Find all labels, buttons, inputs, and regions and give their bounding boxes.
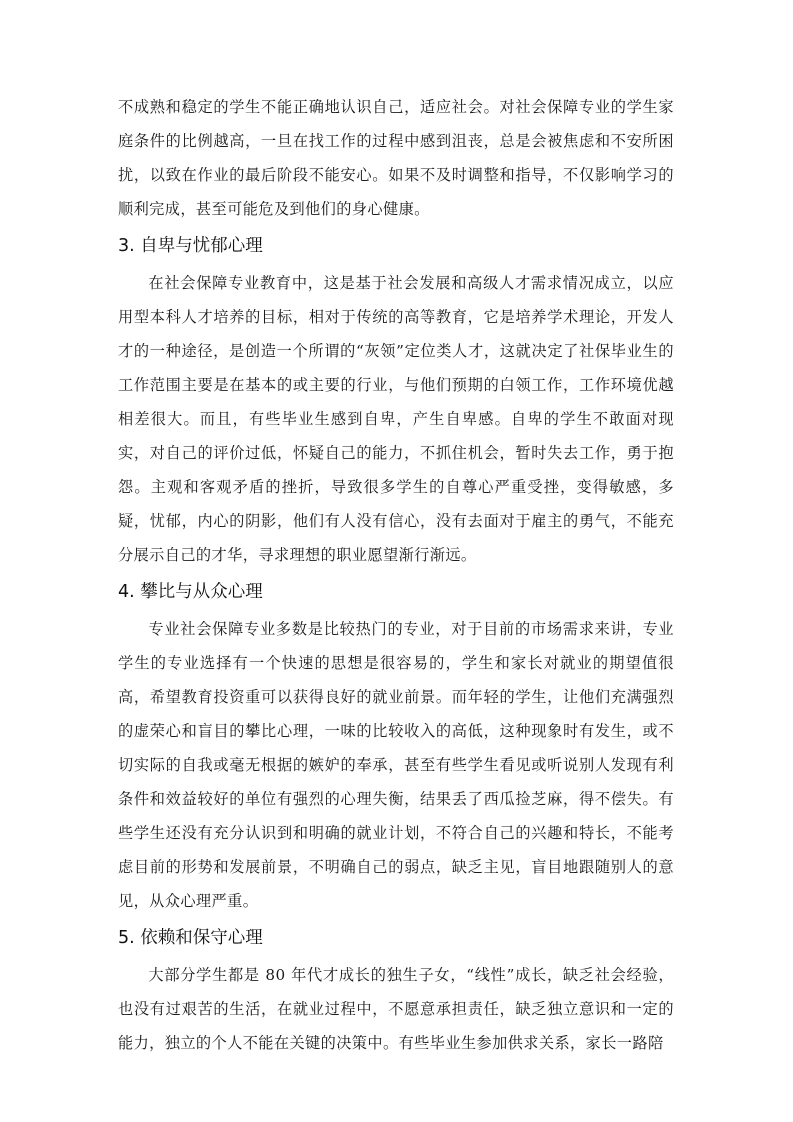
paragraph-section-4: 专业社会保障专业多数是比较热门的专业，对于目前的市场需求来讲，专业学生的专业选择有一个快速的思想是很容易的，学生和家长对就业的期望值很高，希望教育投资重可以获得良好的就业前景。而年轻的学生，让他们充满强烈的虚荣心和盲目的攀比心理，一味的比较收入的高低，这种现象时有发生，或不切实际的自我或毫无根据的嫉妒的奉承，甚至有些学生看见或听说别人发现有利条件和效益较好的单位有强烈的心理失衡，结果丢了西瓜捡芝麻，得不偿失。有些学生还没有充分认识到和明确的就业计划，不符合自己的兴趣和特长，不能考虑目前的形势和发展前景，不明确自己的弱点，缺乏主见，盲目地跟随别人的意见，从众心理严重。 [118,620,674,910]
paragraph-section-3: 在社会保障专业教育中，这是基于社会发展和高级人才需求情况成立，以应用型本科人才培养的目标，相对于传统的高等教育，它是培养学术理论，开发人才的一种途径，是创造一个所谓的“灰领”定位类人才，这就决定了社保毕业生的工作范围主要是在基本的或主要的行业，与他们预期的白领工作，工作环境优越相差很大。而且，有些毕业生感到自卑，产生自卑感。自卑的学生不敢面对现实，对自己的评价过低，怀疑自己的能力，不抓住机会，暂时失去工作，勇于抱怨。主观和客观矛盾的挫折，导致很多学生的自尊心严重受挫，变得敏感，多疑，忧郁，内心的阴影，他们有人没有信心，没有去面对于雇主的勇气，不能充分展示自己的才华，寻求理想的职业愿望渐行渐远。 [118,274,674,564]
section-heading-5: 5. 依赖和保守心理 [118,928,263,948]
document-body [118,90,674,1060]
paragraph-continued: 不成熟和稳定的学生不能正确地认识自己，适应社会。对社会保障专业的学生家庭条件的比例越高，一旦在找工作的过程中感到沮丧，总是会被焦虑和不安所困扰，以致在作业的最后阶段不能安心。如果不及时调整和指导，不仅影响学习的顺利完成，甚至可能危及到他们的身心健康。 [118,98,674,218]
section-heading-3: 3. 自卑与忧郁心理 [118,236,263,256]
paragraph-section-5: 大部分学生都是 80 年代才成长的独生子女，“线性”成长，缺乏社会经验，也没有过艰苦的生活，在就业过程中，不愿意承担责任，缺乏独立意识和一定的能力，独立的个人不能在关键的决策中。有些毕业生参加供求关系，家长一路陪 [118,966,674,1052]
section-heading-4: 4. 攀比与从众心理 [118,582,263,602]
